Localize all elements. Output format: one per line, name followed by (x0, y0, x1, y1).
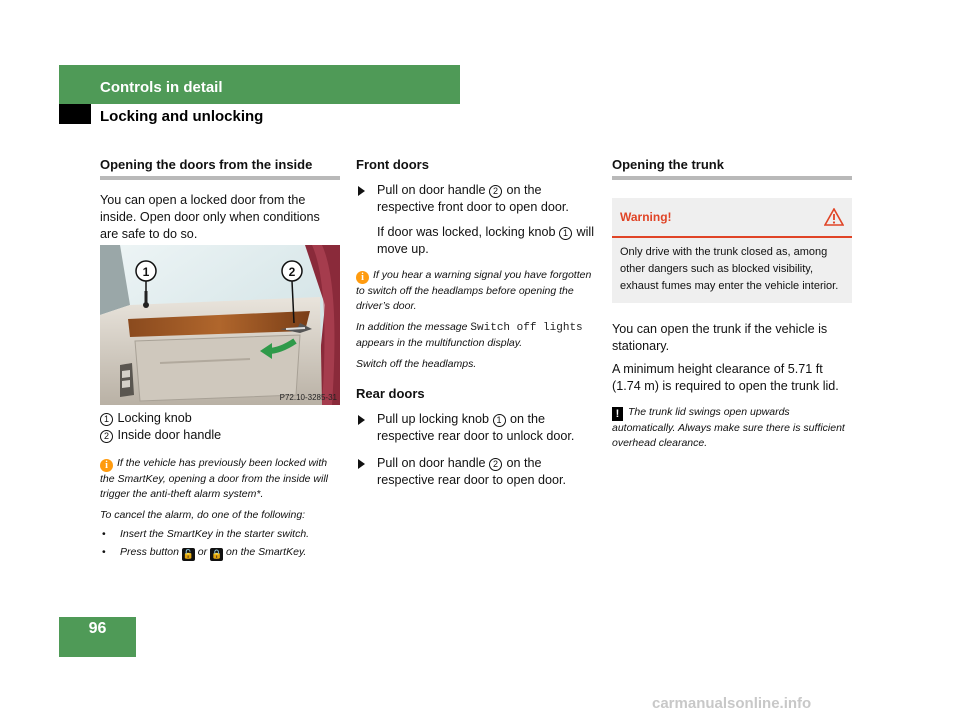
legend-item-door-handle (100, 427, 340, 444)
heading-front-doors: Front doors (356, 157, 429, 172)
message-note: In addition the message Switch off lights appears in the multifunction display. (356, 321, 583, 349)
info-icon: i (356, 271, 369, 284)
column-front-rear-doors (356, 157, 600, 489)
heading-rear-doors: Rear doors (356, 386, 425, 401)
info-note-alarm (100, 456, 340, 561)
column-doors-inside-lower (100, 410, 340, 561)
warning-title: Warning! (620, 210, 672, 224)
bullet-insert-key: • Insert the SmartKey in the starter switch. (100, 527, 340, 541)
step-arrow-icon (358, 415, 365, 425)
lock-key-icon: 🔒 (210, 549, 223, 559)
warning-rule (612, 236, 852, 238)
heading-rule (100, 176, 340, 180)
legend-number: 2 (100, 430, 113, 443)
column-doors-inside (100, 157, 340, 243)
caution-note (612, 405, 852, 451)
intro-paragraph: You can open a locked door from the inside. Open door only when conditions are safe to do so. (100, 193, 320, 241)
section-title: Locking and unlocking (100, 108, 264, 125)
unlock-key-icon: 🔓 (182, 549, 194, 559)
trunk-paragraph-2: A minimum height clearance of 5.71 ft (1.74 m) is required to open the trunk lid. (612, 362, 839, 393)
page-number: 96 (59, 617, 136, 657)
chapter-title: Controls in detail (100, 79, 223, 96)
figure-code: P72.10-3285-31 (279, 393, 337, 402)
heading-trunk: Opening the trunk (612, 157, 724, 172)
bullet-press-button: • Press button 🔓 or 🔒 on the SmartKey. (100, 545, 340, 561)
section-marker (59, 104, 91, 124)
callout-1: 1 (142, 265, 150, 279)
legend-item-locking-knob (100, 410, 340, 427)
step-rear-pull-knob: Pull up locking knob 1 on the respective rear door to unlock door. (356, 411, 600, 445)
warning-triangle-icon (824, 208, 844, 226)
info-icon: i (100, 459, 113, 472)
legend-number: 1 (100, 413, 113, 426)
cancel-alarm-intro: To cancel the alarm, do one of the following: (100, 509, 306, 521)
step-arrow-icon (358, 186, 365, 196)
step-rear-pull-handle: Pull on door handle 2 on the respective rear door to open door. (356, 455, 600, 489)
door-interior-photo (100, 245, 340, 405)
legend-label: Inside door handle (117, 428, 222, 442)
warning-text: Only drive with the trunk closed as, among other dangers such as blocked visibility, exhaust fumes may enter the vehicle interior. (620, 246, 839, 292)
switch-off-note: Switch off the headlamps. (356, 358, 477, 370)
info-note-headlamps (356, 268, 600, 372)
caution-text: The trunk lid swings open upwards automatically. Always make sure there is sufficient overhead clearance. (612, 406, 845, 449)
legend-label: Locking knob (117, 411, 192, 425)
column-trunk (612, 157, 852, 451)
info-note-text: If the vehicle has previously been locked with the SmartKey, opening a door from the inside will trigger the anti-theft alarm system*. (100, 457, 329, 500)
callout-2: 2 (288, 265, 296, 279)
watermark: carmanualsonline.info (652, 695, 812, 712)
step-front-sub: If door was locked, locking knob 1 will move up. (377, 225, 595, 256)
step-front-pull-handle: Pull on door handle 2 on the respective front door to open door. (356, 182, 600, 216)
heading-rule (612, 176, 852, 180)
info-note-text: If you hear a warning signal you have forgotten to switch off the headlamps before opening the driver’s door. (356, 269, 592, 312)
heading-doors-inside: Opening the doors from the inside (100, 157, 313, 172)
trunk-paragraph-1: You can open the trunk if the vehicle is stationary. (612, 322, 828, 353)
warning-box (612, 198, 852, 303)
display-message: Switch off lights (470, 322, 583, 334)
step-arrow-icon (358, 459, 365, 469)
caution-icon: ! (612, 407, 623, 421)
